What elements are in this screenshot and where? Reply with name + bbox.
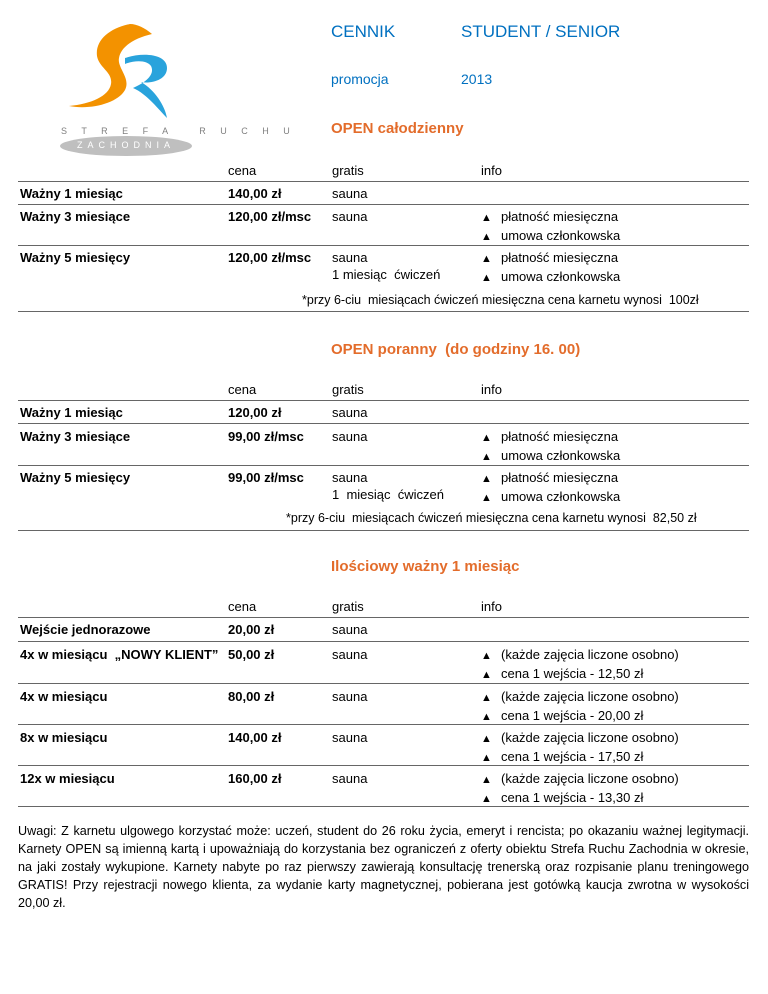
col-gratis: gratis xyxy=(332,599,364,614)
col-info: info xyxy=(481,382,502,397)
gratis-item: sauna xyxy=(332,250,368,265)
row-label: Ważny 3 miesiące xyxy=(20,429,131,444)
info-item: ▲ (każde zajęcia liczone osobno) xyxy=(481,646,679,665)
row-gratis: sauna xyxy=(332,209,368,224)
row-price: 80,00 zł xyxy=(228,689,275,704)
section-note: *przy 6-ciu miesiącach ćwiczeń miesięczna cena karnetu wynosi 82,50 zł xyxy=(286,511,697,525)
divider xyxy=(18,245,749,246)
row-info xyxy=(481,469,620,507)
row-gratis: sauna xyxy=(332,689,368,704)
divider xyxy=(18,765,749,766)
gratis-item: 1 miesiąc ćwiczeń xyxy=(332,487,444,502)
logo-line2: ZACHODNIA xyxy=(76,140,175,150)
row-info xyxy=(481,729,679,767)
uwagi-paragraph: Uwagi: Z karnetu ulgowego korzystać może: uczeń, student do 26 roku życia, emeryt i rencista; po okazaniu ważnej legitymacji. Karnety OPEN są imienną kartą i upoważniają do korzystania bez ograniczeń z oferty obiektu Strefa Ruchu Zachodnia w okresie, na jaki zostały wykupione. Karnety nabyte po raz pierwszy zawierają konsultację trenerską oraz rozpisanie planu treningowego GRATIS! Przy rejestracji nowego klienta, za wydanie karty magnetycznej, pobierana jest gotówką kaucja zwrotna w wysokości 20,00 zł. xyxy=(18,824,749,910)
row-label: Ważny 5 miesięcy xyxy=(20,250,131,265)
info-item: ▲ cena 1 wejścia - 20,00 zł xyxy=(481,707,679,726)
col-gratis: gratis xyxy=(332,382,364,397)
logo-line1: S T R E F A R U C H U xyxy=(61,126,296,136)
col-info: info xyxy=(481,599,502,614)
row-gratis: sauna xyxy=(332,429,368,444)
row-gratis: sauna xyxy=(332,186,368,201)
logo-mark xyxy=(55,18,205,128)
info-item: ▲ umowa członkowska xyxy=(481,447,620,466)
section-title-open-calodzienny: OPEN całodzienny xyxy=(331,120,464,137)
arrow-up-icon: ▲ xyxy=(481,451,492,463)
row-gratis: sauna xyxy=(332,771,368,786)
info-item: ▲ płatność miesięczna xyxy=(481,469,620,488)
logo-r-shape xyxy=(125,55,167,118)
divider xyxy=(18,617,749,618)
info-item: ▲ (każde zajęcia liczone osobno) xyxy=(481,770,679,789)
arrow-up-icon: ▲ xyxy=(481,793,492,805)
gratis-item: 1 miesiąc ćwiczeń xyxy=(332,267,441,282)
col-info: info xyxy=(481,163,502,178)
arrow-up-icon: ▲ xyxy=(481,473,492,485)
row-info xyxy=(481,208,620,246)
row-gratis xyxy=(332,469,444,503)
row-gratis: sauna xyxy=(332,647,368,662)
section-title-open-poranny: OPEN poranny (do godziny 16. 00) xyxy=(331,341,581,358)
divider xyxy=(18,530,749,531)
row-gratis: sauna xyxy=(332,405,368,420)
row-info xyxy=(481,770,679,808)
row-info xyxy=(481,428,620,466)
arrow-up-icon: ▲ xyxy=(481,272,492,284)
info-item: ▲ umowa członkowska xyxy=(481,227,620,246)
row-label: 8x w miesiącu xyxy=(20,730,108,745)
row-price: 120,00 zł/msc xyxy=(228,250,312,265)
row-gratis: sauna xyxy=(332,730,368,745)
row-label: 4x w miesiącu xyxy=(20,689,108,704)
info-item: ▲ płatność miesięczna xyxy=(481,428,620,447)
arrow-up-icon: ▲ xyxy=(481,432,492,444)
divider xyxy=(18,400,749,401)
row-info xyxy=(481,688,679,726)
row-price: 20,00 zł xyxy=(228,622,275,637)
divider xyxy=(18,683,749,684)
logo-oval xyxy=(60,136,192,156)
info-item: ▲ umowa członkowska xyxy=(481,488,620,507)
row-price: 140,00 zł xyxy=(228,186,282,201)
row-price: 50,00 zł xyxy=(228,647,275,662)
divider xyxy=(18,311,749,312)
row-label: Ważny 1 miesiąc xyxy=(20,405,123,420)
info-item: ▲ płatność miesięczna xyxy=(481,208,620,227)
section-note: *przy 6-ciu miesiącach ćwiczeń miesięczna cena karnetu wynosi 100zł xyxy=(302,293,699,307)
row-gratis: sauna xyxy=(332,622,368,637)
col-cena: cena xyxy=(228,163,257,178)
arrow-up-icon: ▲ xyxy=(481,231,492,243)
logo-s-shape xyxy=(69,24,152,107)
divider xyxy=(18,641,749,642)
row-label: 4x w miesiącu „NOWY KLIENT” xyxy=(20,647,219,662)
col-cena: cena xyxy=(228,599,257,614)
row-label: 12x w miesiącu xyxy=(20,771,115,786)
arrow-up-icon: ▲ xyxy=(481,650,492,662)
header-promocja: promocja xyxy=(331,71,389,87)
arrow-up-icon: ▲ xyxy=(481,492,492,504)
row-price: 99,00 zł/msc xyxy=(228,470,304,485)
row-price: 99,00 zł/msc xyxy=(228,429,304,444)
info-item: ▲ cena 1 wejścia - 12,50 zł xyxy=(481,665,679,684)
arrow-up-icon: ▲ xyxy=(481,774,492,786)
info-item: ▲ cena 1 wejścia - 13,30 zł xyxy=(481,789,679,808)
divider xyxy=(18,423,749,424)
row-price: 120,00 zł xyxy=(228,405,282,420)
row-price: 120,00 zł/msc xyxy=(228,209,312,224)
row-info xyxy=(481,249,620,287)
row-label: Ważny 3 miesiące xyxy=(20,209,131,224)
arrow-up-icon: ▲ xyxy=(481,669,492,681)
info-item: ▲ umowa członkowska xyxy=(481,268,620,287)
row-label: Ważny 5 miesięcy xyxy=(20,470,131,485)
header-cennik: CENNIK xyxy=(331,22,396,41)
divider xyxy=(18,724,749,725)
row-price: 140,00 zł xyxy=(228,730,282,745)
row-gratis xyxy=(332,249,440,283)
divider xyxy=(18,181,749,182)
row-info xyxy=(481,646,679,684)
gratis-item: sauna xyxy=(332,470,368,485)
info-item: ▲ (każde zajęcia liczone osobno) xyxy=(481,729,679,748)
row-price: 160,00 zł xyxy=(228,771,282,786)
arrow-up-icon: ▲ xyxy=(481,212,492,224)
divider xyxy=(18,204,749,205)
col-gratis: gratis xyxy=(332,163,364,178)
section-title-ilosciowy: Ilościowy ważny 1 miesiąc xyxy=(331,558,520,575)
info-item: ▲ cena 1 wejścia - 17,50 zł xyxy=(481,748,679,767)
arrow-up-icon: ▲ xyxy=(481,733,492,745)
arrow-up-icon: ▲ xyxy=(481,711,492,723)
arrow-up-icon: ▲ xyxy=(481,253,492,265)
info-item: ▲ płatność miesięczna xyxy=(481,249,620,268)
divider xyxy=(18,465,749,466)
info-item: ▲ (każde zajęcia liczone osobno) xyxy=(481,688,679,707)
arrow-up-icon: ▲ xyxy=(481,752,492,764)
header-student: STUDENT / SENIOR xyxy=(461,22,621,41)
row-label: Wejście jednorazowe xyxy=(20,622,151,637)
col-cena: cena xyxy=(228,382,257,397)
header-year: 2013 xyxy=(461,71,493,87)
arrow-up-icon: ▲ xyxy=(481,692,492,704)
row-label: Ważny 1 miesiąc xyxy=(20,186,123,201)
divider xyxy=(18,806,749,807)
